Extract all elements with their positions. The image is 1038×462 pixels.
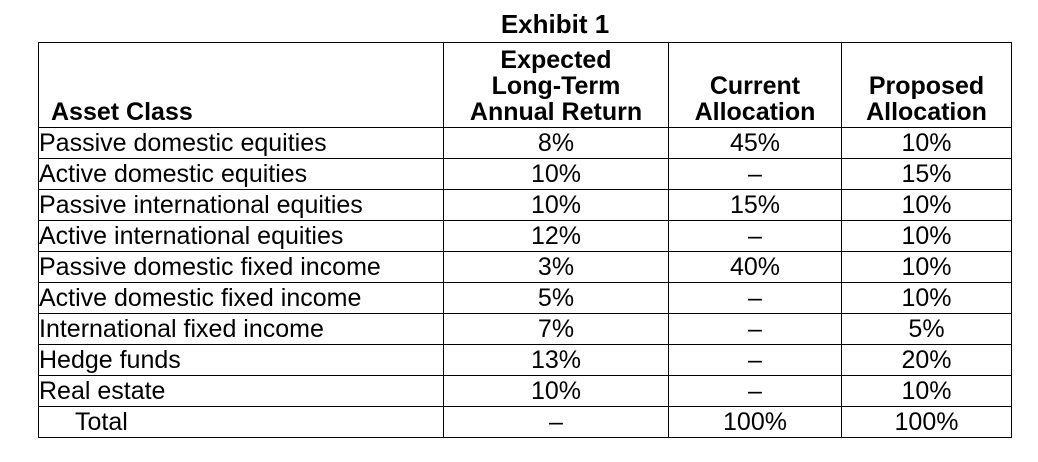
proposed-allocation-cell: 5% [842, 314, 1012, 345]
total-current-allocation-cell: 100% [669, 407, 842, 438]
current-allocation-cell: – [669, 345, 842, 376]
expected-return-cell: 10% [444, 159, 669, 190]
proposed-allocation-cell: 20% [842, 345, 1012, 376]
proposed-allocation-cell: 10% [842, 221, 1012, 252]
expected-return-cell: 3% [444, 252, 669, 283]
current-allocation-cell: – [669, 283, 842, 314]
asset-class-cell: Active domestic equities [39, 159, 444, 190]
header-proposed-line-2: Allocation [866, 98, 987, 126]
total-label-cell: Total [39, 407, 444, 438]
exhibit-title: Exhibit 1 [500, 9, 610, 39]
asset-class-cell: Passive international equities [39, 190, 444, 221]
header-asset-class: Asset Class [39, 43, 444, 128]
current-allocation-cell: – [669, 159, 842, 190]
header-expected-line-1: Expected [500, 46, 612, 74]
header-expected-return [444, 43, 669, 128]
header-current-line-2: Allocation [694, 98, 816, 126]
expected-return-cell: 10% [444, 190, 669, 221]
total-row [39, 407, 1012, 438]
expected-return-cell: 13% [444, 345, 669, 376]
table-row [39, 252, 1012, 283]
table-row [39, 159, 1012, 190]
header-row [39, 43, 1012, 128]
current-allocation-cell: 15% [669, 190, 842, 221]
expected-return-cell: 10% [444, 376, 669, 407]
header-current-allocation [669, 43, 842, 128]
asset-class-cell: Real estate [39, 376, 444, 407]
proposed-allocation-cell: 10% [842, 252, 1012, 283]
table-row [39, 314, 1012, 345]
expected-return-cell: 12% [444, 221, 669, 252]
current-allocation-cell: 45% [669, 128, 842, 159]
total-proposed-allocation-cell: 100% [842, 407, 1012, 438]
expected-return-cell: 5% [444, 283, 669, 314]
current-allocation-cell: – [669, 376, 842, 407]
table-row [39, 283, 1012, 314]
header-current-line-1: Current [709, 72, 801, 100]
proposed-allocation-cell: 10% [842, 283, 1012, 314]
header-expected-line-3: Annual Return [469, 98, 643, 126]
asset-class-cell: Active domestic fixed income [39, 283, 444, 314]
table-row [39, 221, 1012, 252]
asset-class-cell: Active international equities [39, 221, 444, 252]
table-row [39, 128, 1012, 159]
proposed-allocation-cell: 10% [842, 128, 1012, 159]
expected-return-cell: 7% [444, 314, 669, 345]
proposed-allocation-cell: 10% [842, 190, 1012, 221]
current-allocation-cell: 40% [669, 252, 842, 283]
header-proposed-line-1: Proposed [868, 72, 985, 100]
expected-return-cell: 8% [444, 128, 669, 159]
table-row [39, 190, 1012, 221]
table-row [39, 376, 1012, 407]
current-allocation-cell: – [669, 221, 842, 252]
asset-class-cell: International fixed income [39, 314, 444, 345]
asset-class-cell: Passive domestic equities [39, 128, 444, 159]
table-row [39, 345, 1012, 376]
total-expected-return-cell: – [444, 407, 669, 438]
current-allocation-cell: – [669, 314, 842, 345]
proposed-allocation-cell: 10% [842, 376, 1012, 407]
header-expected-line-2: Long-Term [491, 72, 621, 100]
asset-class-cell: Hedge funds [39, 345, 444, 376]
header-proposed-allocation [842, 43, 1012, 128]
proposed-allocation-cell: 15% [842, 159, 1012, 190]
asset-class-cell: Passive domestic fixed income [39, 252, 444, 283]
allocation-table [38, 42, 1012, 438]
